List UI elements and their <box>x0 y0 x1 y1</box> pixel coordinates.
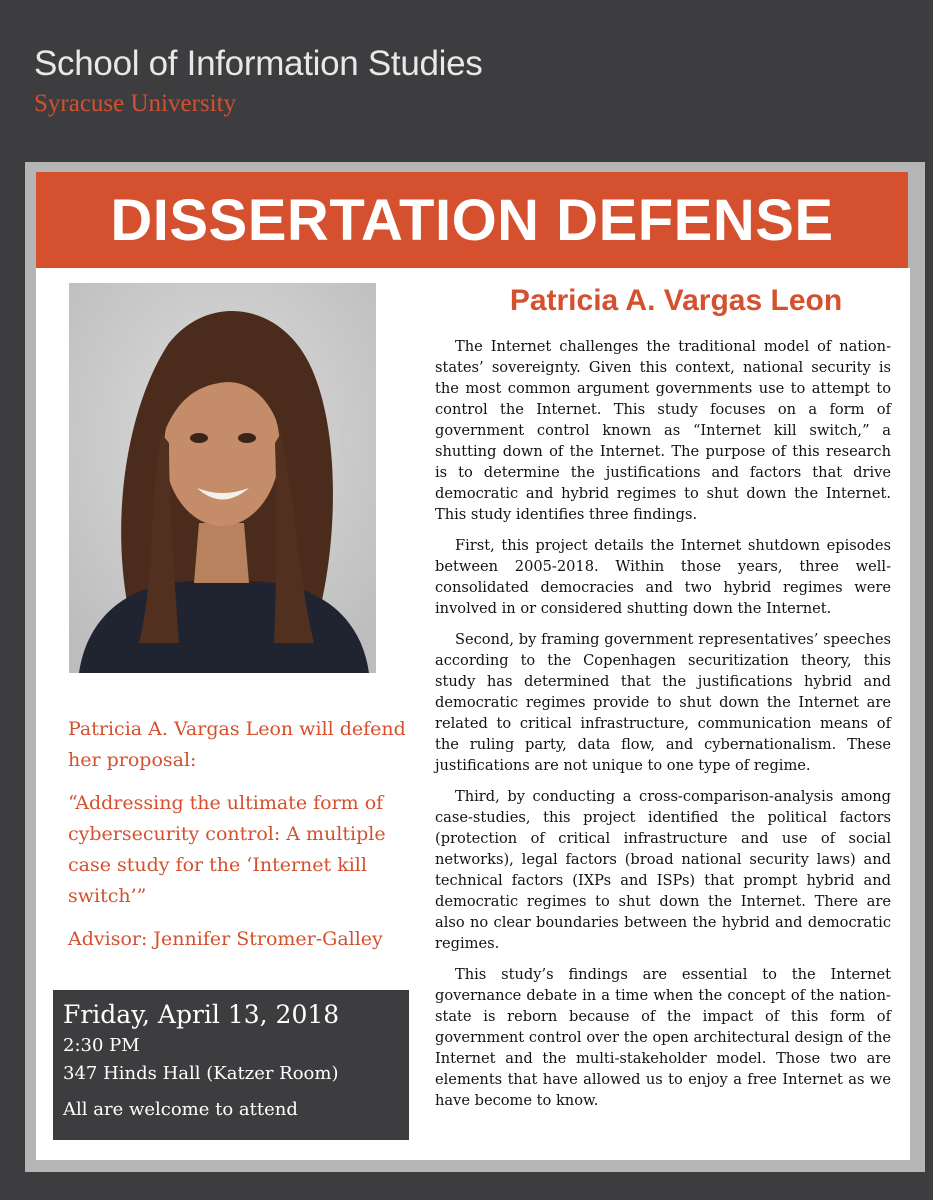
event-time: 2:30 PM <box>63 1035 140 1056</box>
event-date: Friday, April 13, 2018 <box>63 1000 340 1029</box>
candidate-photo <box>69 283 376 673</box>
university-name: Syracuse University <box>34 90 237 117</box>
proposal-block <box>68 714 408 967</box>
abstract-paragraph: Third, by conducting a cross-comparison-analysis among case-studies, this project identified the political factors (protection of critical infrastructure and use of social networks), legal factors (broad national security laws) and technical factors (IXPs and ISPs) that prompt hybrid and democratic regimes to shut down the Internet. There are also no clear boundaries between the hybrid and democratic regimes. <box>435 788 891 952</box>
flyer-sheet <box>25 162 925 1172</box>
event-welcome: All are welcome to attend <box>63 1099 298 1120</box>
school-name: School of Information Studies <box>34 44 483 83</box>
abstract-paragraph: Second, by framing government representatives’ speeches according to the Copenhagen securitization theory, this study has determined that the justifications hybrid and democratic regimes provide to shut down the Internet are related to critical infrastructure, communication means of the ruling party, data flow, and cybernationalism. These justifications are not unique to one type of regime. <box>435 631 891 774</box>
candidate-name: Patricia A. Vargas Leon <box>509 284 843 317</box>
advisor: Advisor: Jennifer Stromer-Galley <box>68 928 383 950</box>
abstract-paragraph: The Internet challenges the traditional model of nation-states’ sovereignty. Given this context, national security is the most common argument governments use to attempt to control the Internet. This study focuses on a form of government control known as “Internet kill switch,” a shutting down of the Internet. The purpose of this research is to determine the justifications and factors that drive democratic and hybrid regimes to shut down the Internet. This study identifies three findings. <box>435 338 891 523</box>
abstract <box>435 336 891 1121</box>
event-location: 347 Hinds Hall (Katzer Room) <box>63 1063 339 1084</box>
proposal-intro: Patricia A. Vargas Leon will defend her proposal: <box>68 718 406 771</box>
content-panel <box>36 268 910 1160</box>
abstract-paragraph: This study’s findings are essential to the Internet governance debate in a time when the concept of the nation-state is reborn because of the impact of this form of government control over the open architectural design of the Internet and the multi-stakeholder model. Those two are elements that have allowed us to enjoy a free Internet as we have become to know. <box>435 966 891 1109</box>
abstract-paragraph: First, this project details the Internet shutdown episodes between 2005-2018. Within those years, three well-consolidated democracies and two hybrid regimes were involved in or considered shutting down the Internet. <box>435 537 891 617</box>
event-box <box>53 990 409 1140</box>
banner-title: DISSERTATION DEFENSE <box>110 187 834 253</box>
banner <box>36 172 908 268</box>
proposal-title: “Addressing the ultimate form of cybersecurity control: A multiple case study for the ‘Internet kill switch’” <box>68 792 386 907</box>
bottom-band <box>0 1184 933 1200</box>
